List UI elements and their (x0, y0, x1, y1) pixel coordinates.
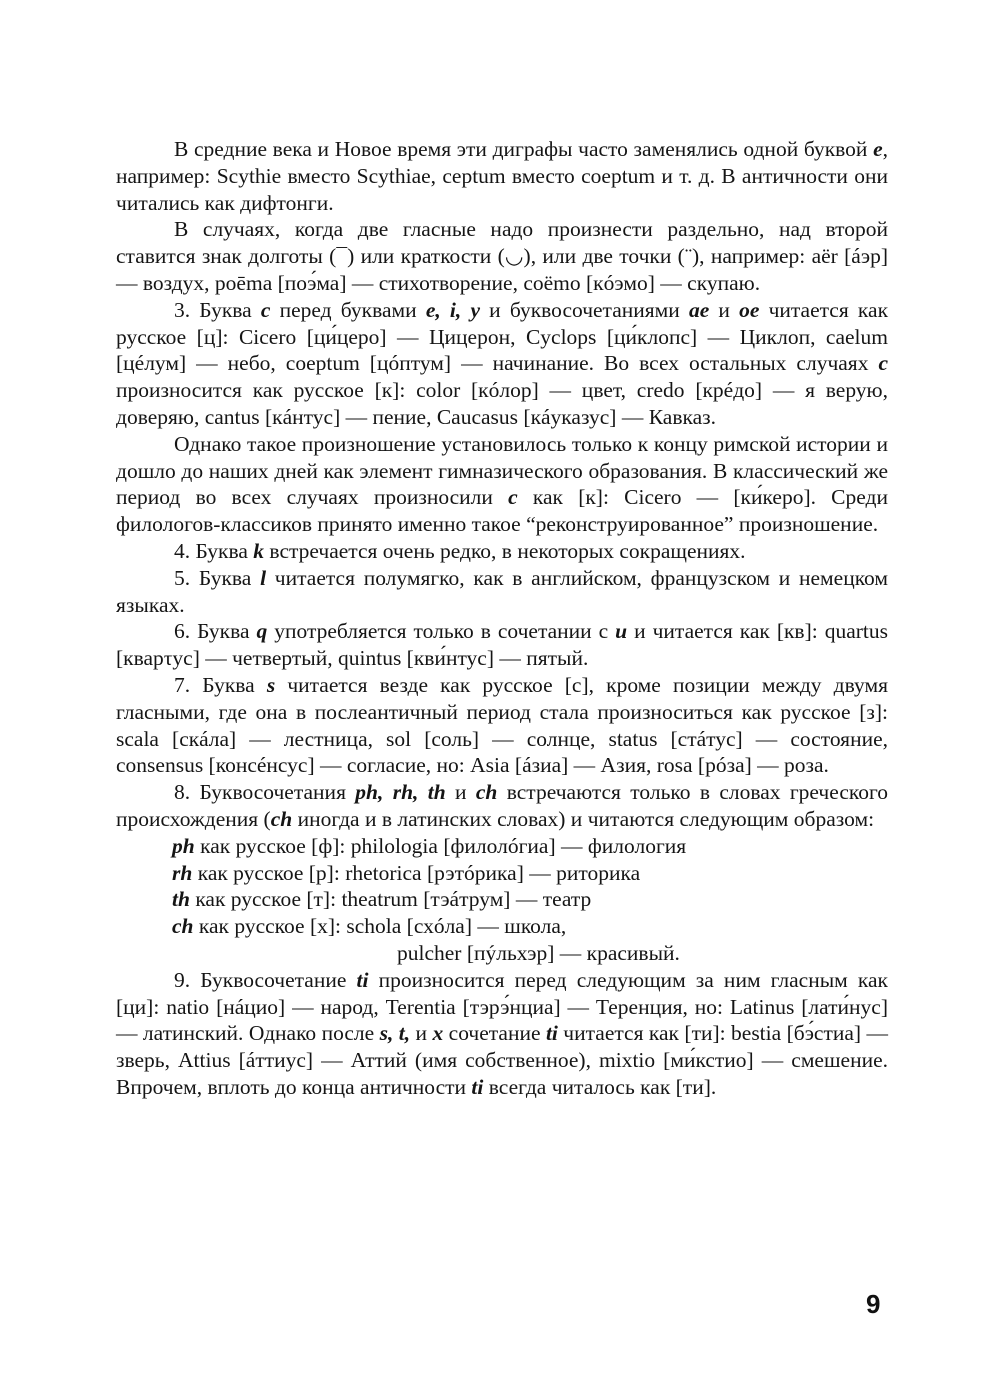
example-line (116, 886, 888, 913)
example-text: как русское [х]: schola [схóла] — школа, (198, 914, 567, 939)
digraph-label: ph (172, 833, 195, 858)
page-number: 9 (866, 1289, 881, 1319)
highlighted-letter: s, t, (379, 1021, 411, 1046)
example-line (116, 860, 888, 887)
digraph-label: ch (172, 914, 194, 939)
highlighted-letter: e (873, 137, 883, 161)
highlighted-letter: ch (270, 806, 293, 831)
body-text (116, 136, 888, 1101)
highlighted-letter: oe (739, 297, 760, 322)
highlighted-letter: q (256, 619, 268, 644)
highlighted-letter: l (260, 565, 267, 590)
highlighted-letter: ti (471, 1074, 484, 1099)
paragraph: 9. Буквосочетание ti произносится перед следующим за ним гласным как [ци]: natio [нáцио] — народ, Terentia [тэрэ́нциа] — Теренция, но: Latinus [лати́нус] — латинский. Однако после s, t, и x сочетание ti читается как [ти]: bestia [бэ́стиа] — зверь, Attius [áттиус] — Аттий (имя собственное), mixtio [ми́кстио] — смешение. Впрочем, вплоть до конца античности ti всегда читалось как [ти]. (116, 967, 888, 1099)
paragraph: Однако такое произношение установилось только к концу римской истории и дошло до наших дней как элемент гимназического образования. В классический же период во всех случаях произносили c как [к]: Cicero — [ки́керо]. Среди филологов-классиков принято именно такое “реконструированное” произношение. (116, 431, 888, 537)
highlighted-letter: c (878, 351, 888, 376)
paragraph: 8. Буквосочетания ph, rh, th и ch встречаются только в словах греческого происхождения (ch иногда и в латинских словах) и читаются следующим образом: (116, 780, 888, 831)
highlighted-letter: x (432, 1021, 444, 1046)
example-text: как русское [т]: theatrum [тэáтрум] — театр (195, 887, 592, 912)
example-continuation: pulcher [пýльхэр] — красивый. (397, 940, 680, 965)
paragraph: 4. Буква k встречается очень редко, в некоторых сокращениях. (174, 538, 746, 563)
paragraph: 7. Буква s читается везде как русское [с], кроме позиции между двумя гласными, где она в послеантичный период стала произноситься как русское [з]: scala [скáла] — лестница, sol [соль] — солнце, status [стáтус] — состояние, consensus [консéнсус] — согласие, но: Asia [áзиа] — Азия, rosa [рóза] — роза. (116, 672, 888, 778)
digraph-label: rh (172, 860, 193, 885)
highlighted-letter: k (253, 538, 265, 563)
highlighted-letter: e, i, y (425, 297, 480, 322)
highlighted-letter: ti (545, 1021, 558, 1046)
highlighted-letter: ch (475, 780, 498, 805)
example-text: как русское [р]: rhetorica [рэтóрика] — риторика (197, 860, 641, 885)
paragraph: 3. Буква c перед буквами e, i, y и буквосочетаниями ae и oe читается как русское [ц]: Cicero [ци́церо] — Цицерон, Cyclops [ци́клопс] — Циклоп, caelum [цéлум] — небо, coeptum [цóптум] — начинание. Во всех остальных случаях c произносится как русское [к]: color [кóлор] — цвет, credo [крéдо] — я верую, доверяю, cantus [кáнтус] — пение, Caucasus [кáуказус] — Кавказ. (116, 297, 889, 429)
example-text: как русское [ф]: philologia [филолóгиа] — филология (200, 833, 687, 858)
paragraph: 5. Буква l читается полумягко, как в английском, французском и немецком языках. (116, 565, 889, 617)
example-line (116, 913, 888, 940)
example-line (116, 833, 888, 860)
paragraph: 6. Буква q употребляется только в сочетании с u и читается как [кв]: quartus [кварτус] — четвертый, quintus [кви́нтус] — пятый. (116, 619, 888, 671)
highlighted-letter: ti (356, 967, 369, 992)
highlighted-letter: c (260, 297, 271, 322)
highlighted-letter: ph, rh, th (355, 780, 446, 805)
digraph-label: th (172, 887, 190, 912)
paragraph: В средние века и Новое время эти диграфы часто заменялись одной буквой e, например: Scythie вместо Scythiae, ceptum вместо coeptum и т. д. В античности они читались как дифтонги. (116, 137, 888, 215)
highlighted-letter: u (615, 619, 628, 644)
paragraph: В случаях, когда две гласные надо произнести раздельно, над второй ставится знак долготы (¯) или краткости (◡), или две точки (¨), например: aër [áэр] — воздух, poēma [поэ́ма] — стихотворение, coëmo [кóэмо] — скупаю. (116, 217, 888, 295)
highlighted-letter: c (508, 485, 518, 510)
highlighted-letter: s (266, 672, 276, 697)
highlighted-letter: ae (688, 297, 710, 322)
